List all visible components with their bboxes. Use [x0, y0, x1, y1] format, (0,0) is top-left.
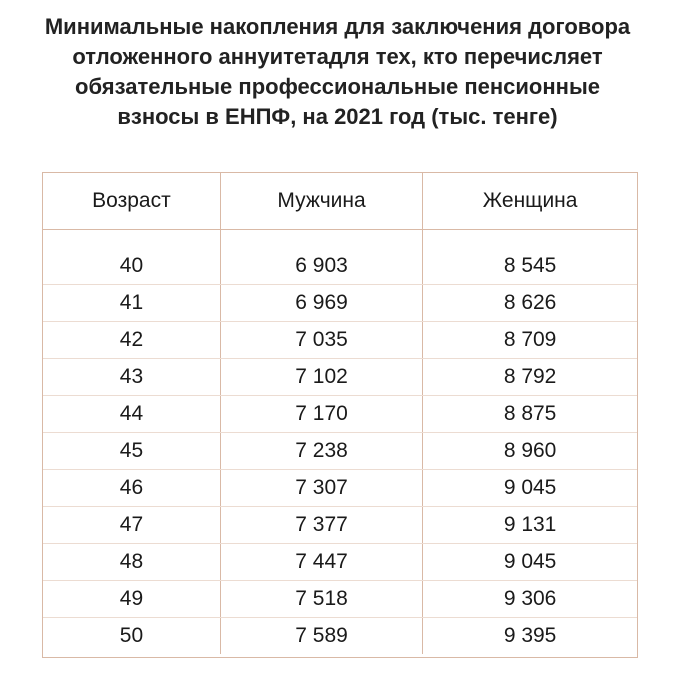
title-line-1: Минимальные накопления для заключения договора — [44, 14, 631, 39]
title-line-3: обязательные профессиональные пенсионные — [75, 74, 600, 99]
table-row — [43, 359, 637, 396]
cell-male: 7 035 — [220, 322, 422, 359]
table-body — [43, 230, 637, 655]
cell-age: 47 — [43, 507, 220, 544]
cell-age: 43 — [43, 359, 220, 396]
data-table — [43, 173, 637, 654]
header-age: Возраст — [43, 173, 220, 230]
cell-male: 7 102 — [220, 359, 422, 396]
cell-female: 9 131 — [423, 507, 637, 544]
cell-age: 48 — [43, 544, 220, 581]
title-line-2: отложенного аннуитетадля тех, кто перечисляет — [72, 44, 603, 69]
title-line-4: взносы в ЕНПФ, на 2021 год (тыс. тенге) — [117, 104, 558, 129]
cell-age: 44 — [43, 396, 220, 433]
cell-age: 45 — [43, 433, 220, 470]
cell-male: 7 518 — [220, 581, 422, 618]
cell-male: 7 238 — [220, 433, 422, 470]
header-row — [43, 173, 637, 230]
table-row — [43, 507, 637, 544]
cell-age: 46 — [43, 470, 220, 507]
table-row — [43, 581, 637, 618]
cell-age: 50 — [119, 624, 144, 647]
savings-table — [42, 172, 638, 658]
cell-male: 7 377 — [220, 507, 422, 544]
cell-female: 8 709 — [423, 322, 637, 359]
cell-age: 40 — [43, 230, 220, 285]
header-male: Мужчина — [220, 173, 422, 230]
cell-age: 41 — [43, 285, 220, 322]
table-row — [43, 396, 637, 433]
table-row — [43, 618, 637, 655]
page-title — [0, 12, 675, 132]
cell-female: 8 545 — [423, 230, 637, 285]
cell-female: 9 045 — [423, 544, 637, 581]
table-row — [43, 322, 637, 359]
cell-male: 7 589 — [220, 618, 422, 655]
cell-female: 9 045 — [423, 470, 637, 507]
cell-female: 8 960 — [423, 433, 637, 470]
cell-age: 49 — [43, 581, 220, 618]
cell-age: 42 — [43, 322, 220, 359]
cell-female: 8 875 — [423, 396, 637, 433]
cell-female: 8 792 — [423, 359, 637, 396]
table-row — [43, 470, 637, 507]
cell-male: 6 969 — [220, 285, 422, 322]
table-row — [43, 433, 637, 470]
cell-female: 8 626 — [423, 285, 637, 322]
cell-female: 9 395 — [423, 618, 637, 655]
cell-male: 7 447 — [220, 544, 422, 581]
header-female: Женщина — [423, 173, 637, 230]
table-row — [43, 544, 637, 581]
cell-male: 6 903 — [220, 230, 422, 285]
table-row — [43, 230, 637, 285]
cell-male: 7 170 — [220, 396, 422, 433]
table-row — [43, 285, 637, 322]
cell-male: 7 307 — [220, 470, 422, 507]
cell-female: 9 306 — [423, 581, 637, 618]
